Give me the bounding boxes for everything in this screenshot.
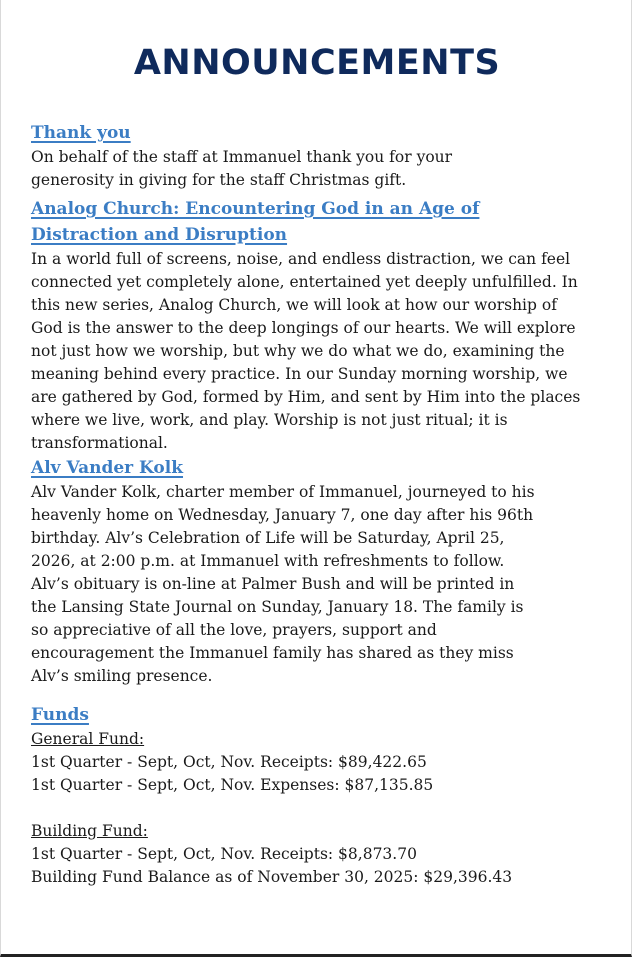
announcement-thank-you — [31, 120, 601, 192]
building-fund-receipts: 1st Quarter - Sept, Oct, Nov. Receipts: $8,873.70 — [31, 845, 417, 863]
thank-you-body: On behalf of the staff at Immanuel thank you for your generosity in giving for the staff Christmas gift. — [31, 148, 453, 189]
general-fund-expenses: 1st Quarter - Sept, Oct, Nov. Expenses: $87,135.85 — [31, 776, 434, 794]
analog-church-body: In a world full of screens, noise, and endless distraction, we can feel connected yet completely alone, entertained yet deeply unfulfilled. In this new series, Analog Church, we will look at how our worship of God is the answer to the deep longings of our hearts. We will explore not just how we worship, but why we do what we do, examining the meaning behind every practice. In our Sunday morning worship, we are gathered by God, formed by Him, and sent by Him into the places where we live, work, and play. Worship is not just ritual; it is transformational. — [31, 250, 581, 452]
general-fund-label: General Fund: — [31, 730, 145, 748]
page-title: ANNOUNCEMENTS — [133, 43, 501, 83]
funds-section — [31, 702, 601, 889]
heading-alv-vander-kolk-link[interactable]: Alv Vander Kolk — [31, 458, 184, 478]
general-fund-receipts: 1st Quarter - Sept, Oct, Nov. Receipts: $89,422.65 — [31, 753, 427, 771]
alv-vander-kolk-body: Alv Vander Kolk, charter member of Immanuel, journeyed to his heavenly home on Wednesday, January 7, one day after his 96th birthday. Alv’s Celebration of Life will be Saturday, April 25, 2026, at 2:00 p.m. at Immanuel with refreshments to follow. Alv’s obituary is on-line at Palmer Bush and will be printed in the Lansing State Journal on Sunday, January 18. The family is so appreciative of all the love, prayers, support and encouragement the Immanuel family has shared as they miss Alv’s smiling presence. — [31, 483, 535, 685]
heading-analog-church-link[interactable]: Analog Church: Encountering God in an Age of Distraction and Disruption — [31, 199, 480, 245]
announcement-alv-vander-kolk — [31, 455, 601, 688]
building-fund-balance: Building Fund Balance as of November 30, 2025: $29,396.43 — [31, 868, 513, 886]
announcement-analog-church — [31, 196, 601, 455]
heading-thank-you-link[interactable]: Thank you — [31, 123, 131, 143]
heading-funds-link[interactable]: Funds — [31, 705, 89, 725]
announcements-content — [31, 120, 601, 889]
building-fund-label: Building Fund: — [31, 822, 148, 840]
